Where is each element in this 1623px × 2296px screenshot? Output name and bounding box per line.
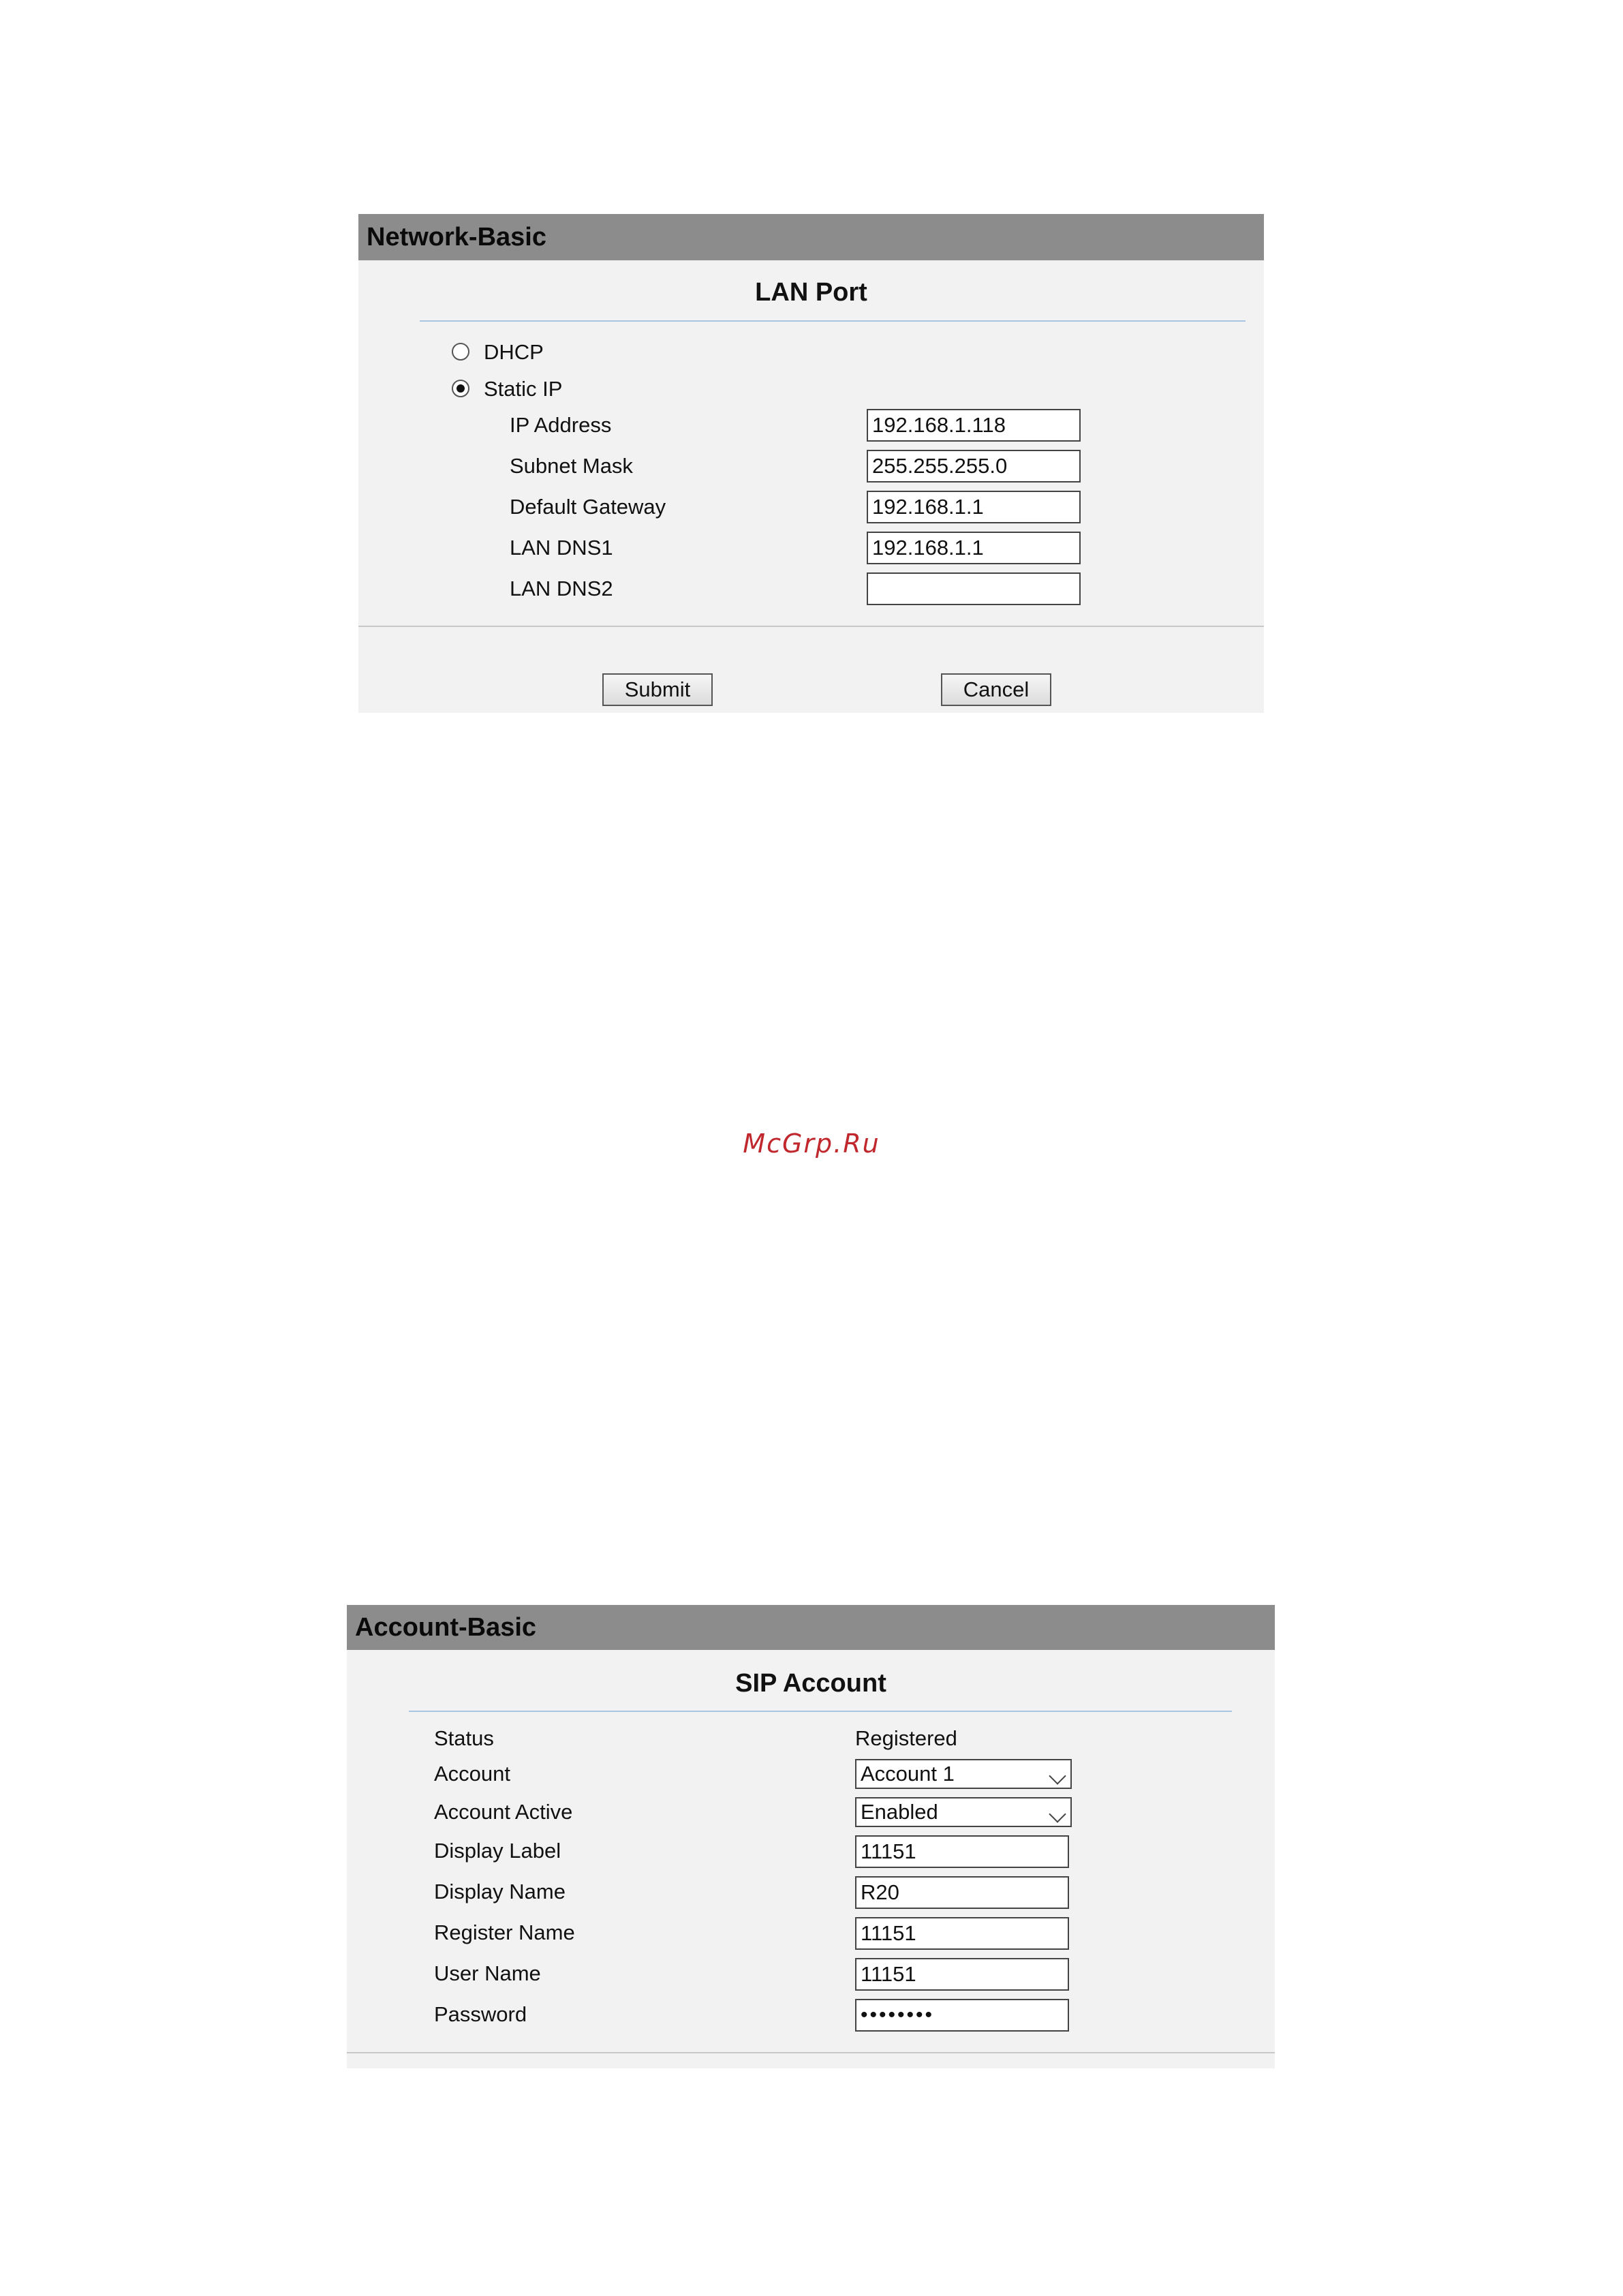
- chevron-down-icon: [1049, 1767, 1066, 1784]
- lan-dns2-input[interactable]: [867, 572, 1081, 605]
- register-name-label: Register Name: [434, 1920, 575, 1944]
- subnet-mask-input[interactable]: 255.255.255.0: [867, 450, 1081, 483]
- account-active-label: Account Active: [434, 1800, 573, 1824]
- static-ip-label: Static IP: [484, 377, 563, 401]
- password-label: Password: [434, 2002, 527, 2026]
- submit-button[interactable]: Submit: [602, 673, 713, 706]
- footer-divider: [358, 626, 1264, 627]
- password-input[interactable]: ••••••••: [855, 1999, 1069, 2032]
- static-ip-radio[interactable]: [452, 380, 469, 397]
- ip-address-input[interactable]: 192.168.1.118: [867, 409, 1081, 442]
- account-active-select-value: Enabled: [861, 1800, 938, 1824]
- divider: [409, 1711, 1232, 1712]
- watermark: McGrp.Ru: [743, 1129, 880, 1159]
- dhcp-label: DHCP: [484, 340, 544, 364]
- lan-dns1-input[interactable]: 192.168.1.1: [867, 532, 1081, 564]
- account-basic-panel: [347, 1605, 1275, 2068]
- account-select[interactable]: [855, 1759, 1072, 1789]
- network-basic-panel: [358, 214, 1264, 713]
- user-name-label: User Name: [434, 1961, 541, 1985]
- account-label: Account: [434, 1762, 511, 1786]
- default-gateway-input[interactable]: 192.168.1.1: [867, 491, 1081, 523]
- display-label-input[interactable]: 11151: [855, 1835, 1069, 1868]
- display-name-input[interactable]: R20: [855, 1876, 1069, 1909]
- panel-header: Network-Basic: [358, 214, 1264, 260]
- display-label-label: Display Label: [434, 1839, 561, 1863]
- display-name-label: Display Name: [434, 1880, 566, 1903]
- section-title: LAN Port: [755, 278, 867, 307]
- footer-divider: [347, 2052, 1275, 2053]
- user-name-input[interactable]: 11151: [855, 1958, 1069, 1991]
- divider: [420, 320, 1246, 322]
- lan-dns2-label: LAN DNS2: [510, 577, 613, 600]
- default-gateway-label: Default Gateway: [510, 495, 666, 519]
- chevron-down-icon: [1049, 1805, 1066, 1822]
- account-active-select[interactable]: [855, 1797, 1072, 1827]
- cancel-button[interactable]: Cancel: [941, 673, 1051, 706]
- dhcp-radio[interactable]: [452, 343, 469, 361]
- status-value: Registered: [855, 1726, 957, 1750]
- register-name-input[interactable]: 11151: [855, 1917, 1069, 1950]
- status-label: Status: [434, 1726, 494, 1750]
- section-title: SIP Account: [735, 1669, 886, 1698]
- subnet-mask-label: Subnet Mask: [510, 454, 633, 478]
- account-select-value: Account 1: [861, 1762, 955, 1786]
- lan-dns1-label: LAN DNS1: [510, 536, 613, 560]
- panel-header: Account-Basic: [347, 1605, 1275, 1650]
- ip-address-label: IP Address: [510, 413, 612, 437]
